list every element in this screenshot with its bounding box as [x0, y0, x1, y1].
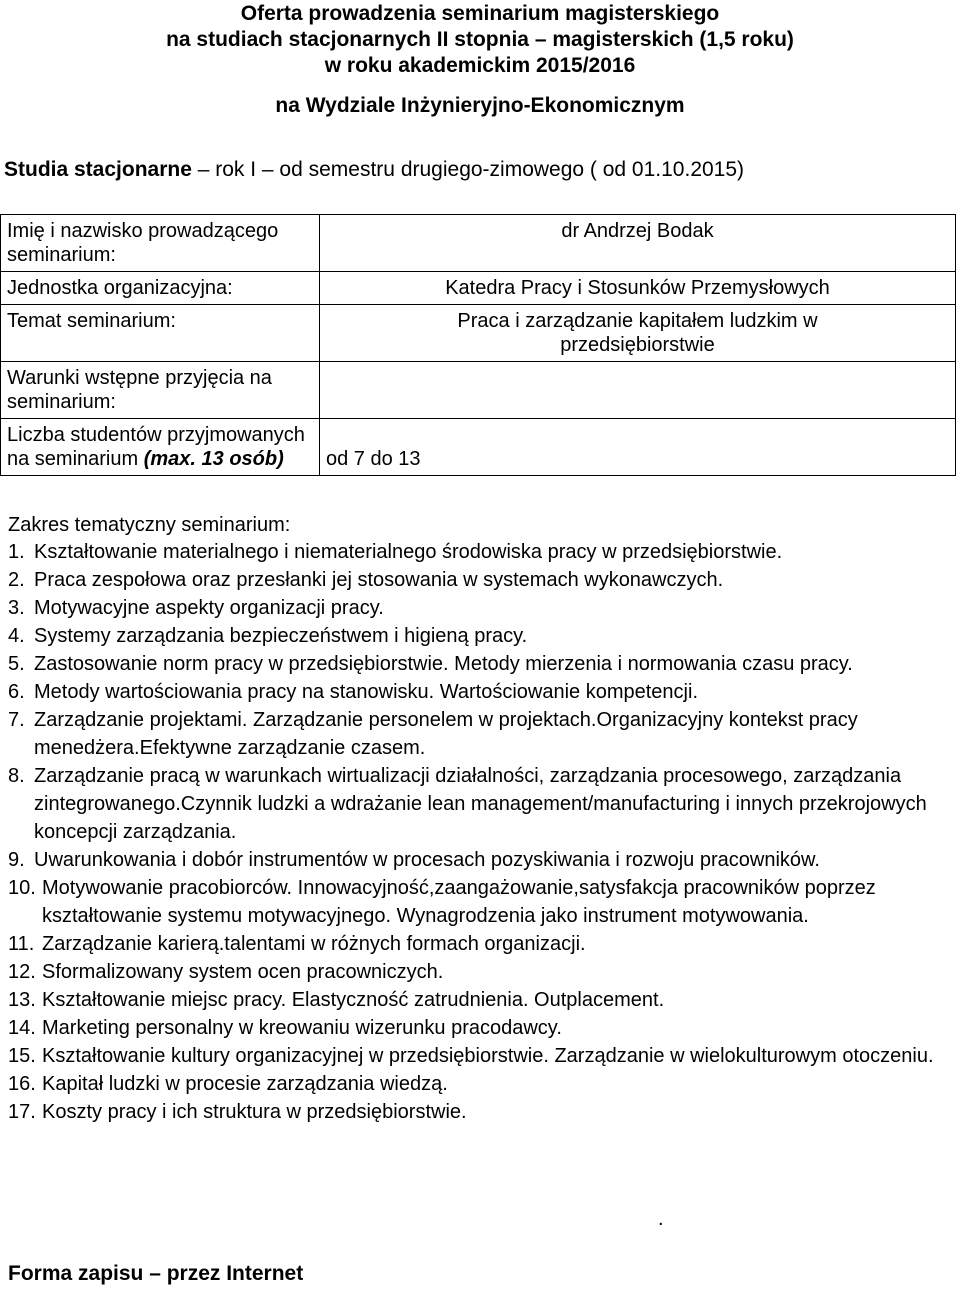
table-row — [1, 215, 956, 272]
header-line-3: w roku akademickim 2015/2016 — [324, 54, 636, 77]
conditions-label: Warunki wstępne przyjęcia na seminarium: — [1, 362, 320, 419]
list-item — [8, 1042, 938, 1070]
list-item — [8, 1014, 938, 1042]
list-item-text: Motywacyjne aspekty organizacji pracy. — [34, 597, 384, 619]
name-value: dr Andrzej Bodak — [320, 215, 956, 272]
study-mode-detail: – rok I – od semestru drugiego-zimowego ( od 01.10.2015) — [191, 158, 745, 181]
list-item-number: 16. — [8, 1073, 36, 1095]
scope-list — [8, 538, 938, 1126]
topic-value: Praca i zarządzanie kapitałem ludzkim w przedsiębiorstwie — [320, 305, 956, 362]
list-item — [8, 594, 938, 622]
list-item — [8, 986, 938, 1014]
header-line-2: na studiach stacjonarnych II stopnia – magisterskich (1,5 roku) — [166, 28, 794, 51]
list-item-number: 5. — [8, 653, 25, 675]
list-item-number: 8. — [8, 765, 25, 787]
list-item-text: Zarządzanie pracą w warunkach wirtualizacji działalności, zarządzania procesowego, zarządzania zintegrowanego.Czynnik ludzki a wdrażanie lean management/manufacturing i innych przekrojowych koncepcji zarządzania. — [34, 765, 927, 843]
registration-form-footer: Forma zapisu – przez Internet — [8, 1262, 304, 1285]
stray-dot: . — [658, 1208, 664, 1230]
header-line-4: na Wydziale Inżynieryjno-Ekonomicznym — [275, 94, 685, 117]
list-item-text: Zastosowanie norm pracy w przedsiębiorstwie. Metody mierzenia i normowania czasu pracy. — [34, 653, 853, 675]
table-row — [1, 305, 956, 362]
study-mode-subtitle — [4, 158, 744, 182]
count-label-max: (max. 13 osób) — [143, 448, 284, 470]
list-item — [8, 678, 938, 706]
list-item-number: 4. — [8, 625, 25, 647]
list-item — [8, 622, 938, 650]
conditions-value — [320, 362, 956, 419]
list-item-text: Motywowanie pracobiorców. Innowacyjność,zaangażowanie,satysfakcja pracowników poprzez kształtowanie systemu motywacyjnego. Wynagrodzenia jako instrument motywowania. — [42, 877, 876, 927]
list-item-number: 6. — [8, 681, 25, 703]
name-label: Imię i nazwisko prowadzącego seminarium: — [1, 215, 320, 272]
list-item-text: Systemy zarządzania bezpieczeństwem i higieną pracy. — [34, 625, 528, 647]
header-line-1: Oferta prowadzenia seminarium magisterskiego — [240, 2, 720, 25]
scope-title: Zakres tematyczny seminarium: — [8, 514, 291, 536]
list-item — [8, 958, 938, 986]
list-item — [8, 1098, 938, 1126]
list-item-text: Praca zespołowa oraz przesłanki jej stosowania w systemach wykonawczych. — [34, 569, 724, 591]
list-item-text: Zarządzanie projektami. Zarządzanie personelem w projektach.Organizacyjny kontekst pracy menedżera.Efektywne zarządzanie czasem. — [34, 709, 858, 759]
count-label — [1, 419, 320, 476]
unit-value: Katedra Pracy i Stosunków Przemysłowych — [320, 272, 956, 305]
list-item — [8, 706, 938, 762]
list-item-text: Kształtowanie kultury organizacyjnej w przedsiębiorstwie. Zarządzanie w wielokulturowym otoczeniu. — [42, 1045, 934, 1067]
list-item-text: Sformalizowany system ocen pracowniczych. — [42, 961, 444, 983]
list-item-text: Kapitał ludzki w procesie zarządzania wiedzą. — [42, 1073, 448, 1095]
list-item — [8, 874, 938, 930]
unit-label: Jednostka organizacyjna: — [1, 272, 320, 305]
list-item-number: 12. — [8, 961, 36, 983]
list-item-text: Uwarunkowania i dobór instrumentów w procesach pozyskiwania i rozwoju pracowników. — [34, 849, 820, 871]
list-item — [8, 538, 938, 566]
list-item — [8, 1070, 938, 1098]
list-item-text: Marketing personalny w kreowaniu wizerunku pracodawcy. — [42, 1017, 562, 1039]
list-item-number: 17. — [8, 1101, 36, 1123]
count-label-text: Liczba studentów przyjmowanych na seminarium — [7, 424, 305, 470]
list-item — [8, 566, 938, 594]
table-row — [1, 272, 956, 305]
list-item — [8, 846, 938, 874]
list-item — [8, 762, 938, 846]
list-item-number: 14. — [8, 1017, 36, 1039]
list-item-text: Metody wartościowania pracy na stanowisku. Wartościowanie kompetencji. — [34, 681, 698, 703]
table-row — [1, 419, 956, 476]
list-item-number: 2. — [8, 569, 25, 591]
list-item-number: 15. — [8, 1045, 36, 1067]
list-item-text: Kształtowanie miejsc pracy. Elastyczność zatrudnienia. Outplacement. — [42, 989, 665, 1011]
list-item-number: 13. — [8, 989, 36, 1011]
list-item-text: Kształtowanie materialnego i niematerialnego środowiska pracy w przedsiębiorstwie. — [34, 541, 783, 563]
list-item-number: 10. — [8, 877, 36, 899]
table-row — [1, 362, 956, 419]
list-item — [8, 930, 938, 958]
seminar-info-table — [0, 214, 956, 476]
list-item-number: 11. — [8, 933, 35, 955]
list-item — [8, 650, 938, 678]
topic-label: Temat seminarium: — [1, 305, 320, 362]
list-item-text: Zarządzanie karierą.talentami w różnych formach organizacji. — [42, 933, 586, 955]
list-item-number: 7. — [8, 709, 25, 731]
study-mode-bold: Studia stacjonarne — [4, 158, 192, 181]
list-item-number: 9. — [8, 849, 25, 871]
count-value: od 7 do 13 — [320, 419, 956, 476]
list-item-number: 3. — [8, 597, 25, 619]
list-item-text: Koszty pracy i ich struktura w przedsiębiorstwie. — [42, 1101, 467, 1123]
list-item-number: 1. — [8, 541, 25, 563]
